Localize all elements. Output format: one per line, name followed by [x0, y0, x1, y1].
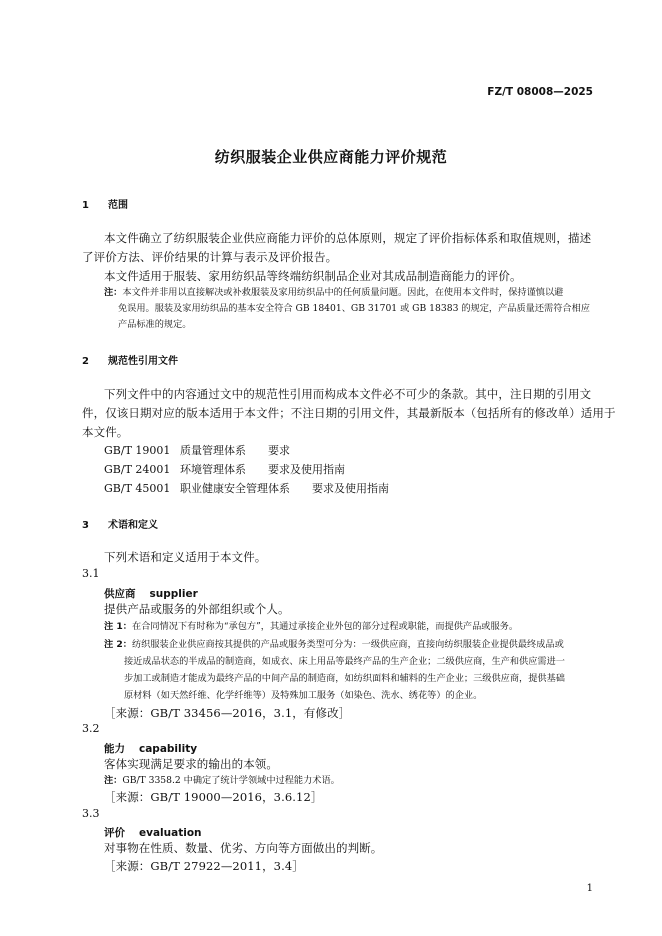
document-title: 纺织服装企业供应商能力评价规范: [214, 148, 448, 166]
term-zh: 评价: [104, 827, 125, 839]
section-2-heading: [82, 352, 178, 367]
term-zh: 能力: [104, 743, 125, 755]
section-2-para-line1: 下列文件中的内容通过文中的规范性引用而构成本文件必不可少的条款。其中，注日期的引用文: [104, 387, 592, 401]
section-1-note-line2: 免误用。服装及家用纺织品的基本安全符合 GB 18401、GB 31701 或 GB 18383 的规定，产品质量还需符合相应: [118, 303, 590, 314]
section-1-note-line3: 产品标准的规定。: [118, 319, 192, 330]
term-note-2-line1: [104, 637, 564, 654]
clause-number: 3.3: [82, 807, 100, 820]
reference-title: 环境管理体系: [180, 463, 246, 476]
reference-code: GB/T 19001: [104, 444, 171, 457]
section-2-para-line2: 件，仅该日期对应的版本适用于本文件；不注日期的引用文件，其最新版本（包括所有的修改单）适用于: [82, 406, 616, 420]
note-label: 注：: [104, 775, 123, 786]
section-1-number: 1: [82, 200, 89, 211]
page-number: 1: [586, 883, 593, 894]
term-source: ［来源：GB/T 27922—2011，3.4］: [104, 859, 304, 873]
term-en: supplier: [149, 588, 198, 600]
section-3-heading: [82, 516, 158, 531]
section-2-title: 规范性引用文件: [108, 356, 178, 367]
section-3-title: 术语和定义: [108, 520, 158, 531]
reference-code: GB/T 45001: [104, 482, 171, 495]
reference-subtitle: 要求: [268, 444, 290, 457]
reference-item: [104, 480, 389, 496]
term-note-2-line2: 接近成品状态的半成品的制造商，如成衣、床上用品等最终产品的生产企业；二级供应商，生产和供应需进一: [124, 656, 565, 667]
section-1-para1-line2: 了评价方法、评价结果的计算与表示及评价报告。: [82, 250, 338, 264]
term-definition: 对事物在性质、数量、优劣、方向等方面做出的判断。: [104, 841, 383, 855]
term-en: evaluation: [139, 827, 202, 839]
section-2-number: 2: [82, 356, 89, 367]
term-heading: [104, 825, 202, 840]
reference-subtitle: 要求及使用指南: [312, 482, 389, 495]
section-2-para-line3: 本文件。: [82, 425, 129, 439]
term-definition: 客体实现满足要求的输出的本领。: [104, 757, 278, 771]
section-1-title: 范围: [108, 200, 128, 211]
section-3-intro: 下列术语和定义适用于本文件。: [104, 550, 267, 564]
clause-number: 3.1: [82, 567, 100, 580]
term-note-2-line3: 步加工或制造才能成为最终产品的中间产品的制造商，如纺织面料和辅料的生产企业；三级供应商，提供基础: [124, 673, 565, 684]
term-heading: [104, 586, 198, 601]
reference-item: [104, 461, 345, 477]
term-source: ［来源：GB/T 33456—2016，3.1，有修改］: [104, 706, 351, 720]
section-1-heading: [82, 196, 128, 211]
term-zh: 供应商: [104, 588, 136, 600]
note-label: 注 1：: [104, 621, 132, 632]
note-label: 注：: [104, 287, 123, 298]
reference-subtitle: 要求及使用指南: [268, 463, 345, 476]
standard-code: FZ/T 08008—2025: [487, 86, 593, 98]
note-text: 本文件并非用以直接解决或补救服装及家用纺织品中的任何质量问题。因此，在使用本文件时，保持谨慎以避: [122, 287, 564, 298]
note-text: 纺织服装企业供应商按其提供的产品或服务类型可分为：一级供应商，直接向纺织服装企业提供最终成品或: [131, 639, 564, 650]
term-en: capability: [139, 743, 198, 755]
note-label: 注 2：: [104, 639, 132, 650]
section-1-note-line1: [104, 285, 563, 302]
reference-code: GB/T 24001: [104, 463, 171, 476]
section-1-para2: 本文件适用于服装、家用纺织品等终端纺织制品企业对其成品制造商能力的评价。: [104, 269, 522, 283]
clause-number: 3.2: [82, 722, 100, 735]
note-text: GB/T 3358.2 中确定了统计学领域中过程能力术语。: [122, 775, 340, 786]
reference-title: 职业健康安全管理体系: [180, 482, 290, 495]
reference-title: 质量管理体系: [180, 444, 246, 457]
term-heading: [104, 741, 197, 756]
term-source: ［来源：GB/T 19000—2016，3.6.12］: [104, 790, 323, 804]
note-text: 在合同情况下有时称为“承包方”，其通过承接企业外包的部分过程或职能，而提供产品或服务。: [131, 621, 519, 632]
section-1-para1-line1: 本文件确立了纺织服装企业供应商能力评价的总体原则，规定了评价指标体系和取值规则，描述: [104, 231, 592, 245]
section-3-number: 3: [82, 520, 89, 531]
term-note-2-line4: 原材料（如天然纤维、化学纤维等）及特殊加工服务（如染色、洗水、绣花等）的企业。: [124, 690, 483, 701]
term-definition: 提供产品或服务的外部组织或个人。: [104, 602, 290, 616]
term-note-1: [104, 619, 518, 636]
reference-item: [104, 442, 290, 458]
